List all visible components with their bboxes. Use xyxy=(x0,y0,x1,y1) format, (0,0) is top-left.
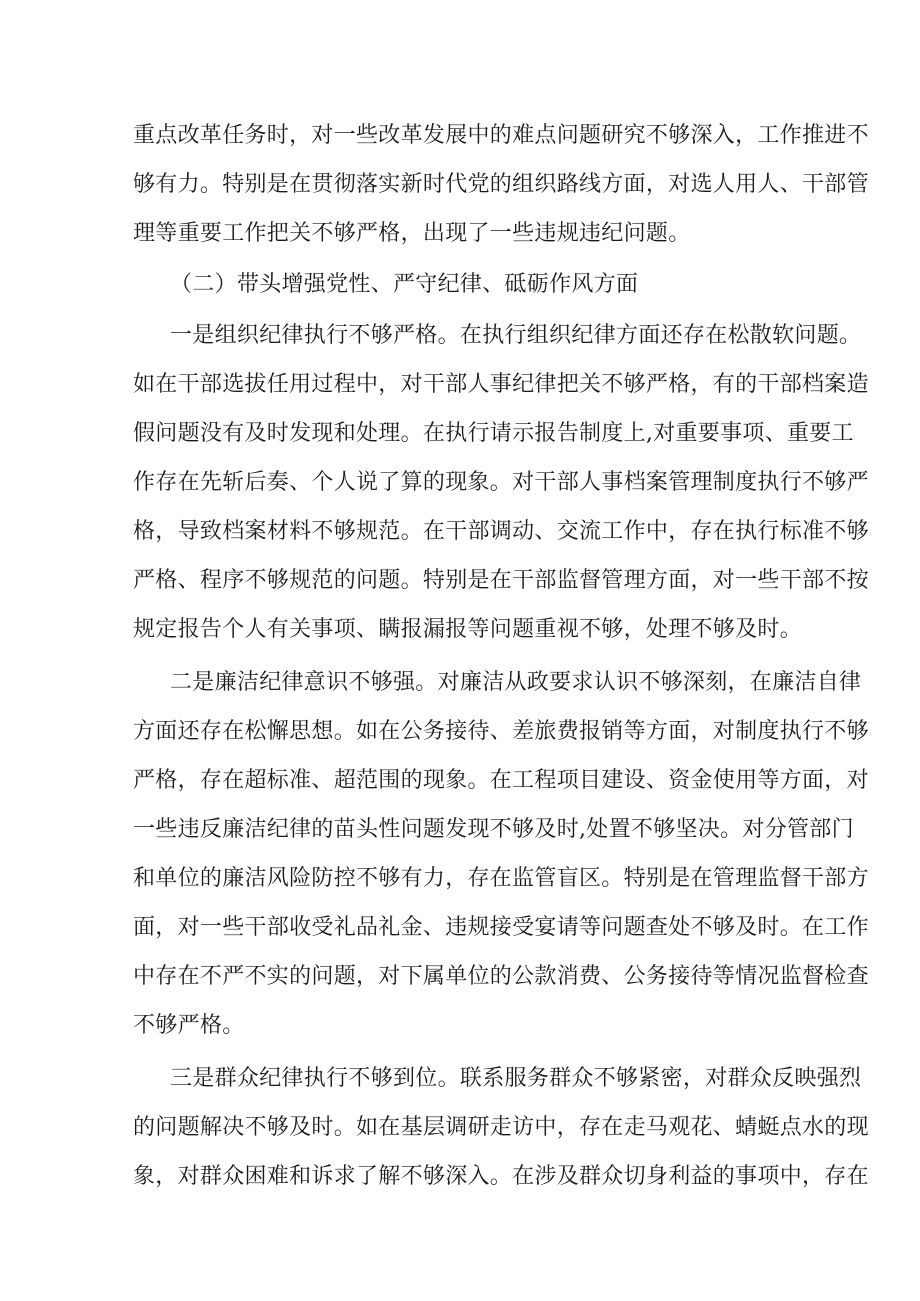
text-line: 象，对群众困难和诉求了解不够深入。在涉及群众切身利益的事项中，存在 xyxy=(133,1164,869,1189)
text-line: 严格，存在超标准、超范围的现象。在工程项目建设、资金使用等方面，对 xyxy=(133,768,869,793)
body-text xyxy=(133,111,869,1201)
section-heading: （二）带头增强党性、严守纪律、砥砺作风方面 xyxy=(170,272,639,297)
paragraph-first-line: 二是廉洁纪律意识不够强。对廉洁从政要求认识不够深刻，在廉洁自律 xyxy=(170,670,862,695)
text-line: 规定报告个人有关事项、瞒报漏报等问题重视不够，处理不够及时。 xyxy=(133,617,803,642)
text-line: 一些违反廉洁纪律的苗头性问题发现不够及时,处置不够坚决。对分管部门 xyxy=(133,817,854,842)
paragraph-first-line: 一是组织纪律执行不够严格。在执行组织纪律方面还存在松散软问题。 xyxy=(170,323,862,348)
text-line: 作存在先斩后奏、个人说了算的现象。对干部人事档案管理制度执行不够严 xyxy=(133,470,869,495)
text-line: 假问题没有及时发现和处理。在执行请示报告制度上,对重要事项、重要工 xyxy=(133,421,854,446)
text-line: 中存在不严不实的问题，对下属单位的公款消费、公务接待等情况监督检查 xyxy=(133,964,869,989)
text-line: 不够严格。 xyxy=(133,1013,245,1038)
text-line: 理等重要工作把关不够严格，出现了一些违规违纪问题。 xyxy=(133,221,691,246)
text-line: 够有力。特别是在贯彻落实新时代党的组织路线方面，对选人用人、干部管 xyxy=(133,172,869,197)
text-line: 面，对一些干部收受礼品礼金、违规接受宴请等问题查处不够及时。在工作 xyxy=(133,915,869,940)
text-line: 如在干部选拔任用过程中，对干部人事纪律把关不够严格，有的干部档案造 xyxy=(133,372,869,397)
text-line: 重点改革任务时，对一些改革发展中的难点问题研究不够深入，工作推进不 xyxy=(133,123,869,148)
paragraph-first-line: 三是群众纪律执行不够到位。联系服务群众不够紧密，对群众反映强烈 xyxy=(170,1066,862,1091)
text-line: 严格、程序不够规范的问题。特别是在干部监督管理方面，对一些干部不按 xyxy=(133,568,869,593)
text-line: 方面还存在松懈思想。如在公务接待、差旅费报销等方面，对制度执行不够 xyxy=(133,719,869,744)
text-line: 格，导致档案材料不够规范。在干部调动、交流工作中，存在执行标准不够 xyxy=(133,519,869,544)
text-line: 的问题解决不够及时。如在基层调研走访中，存在走马观花、蜻蜓点水的现 xyxy=(133,1115,869,1140)
text-line: 和单位的廉洁风险防控不够有力，存在监管盲区。特别是在管理监督干部方 xyxy=(133,866,869,891)
